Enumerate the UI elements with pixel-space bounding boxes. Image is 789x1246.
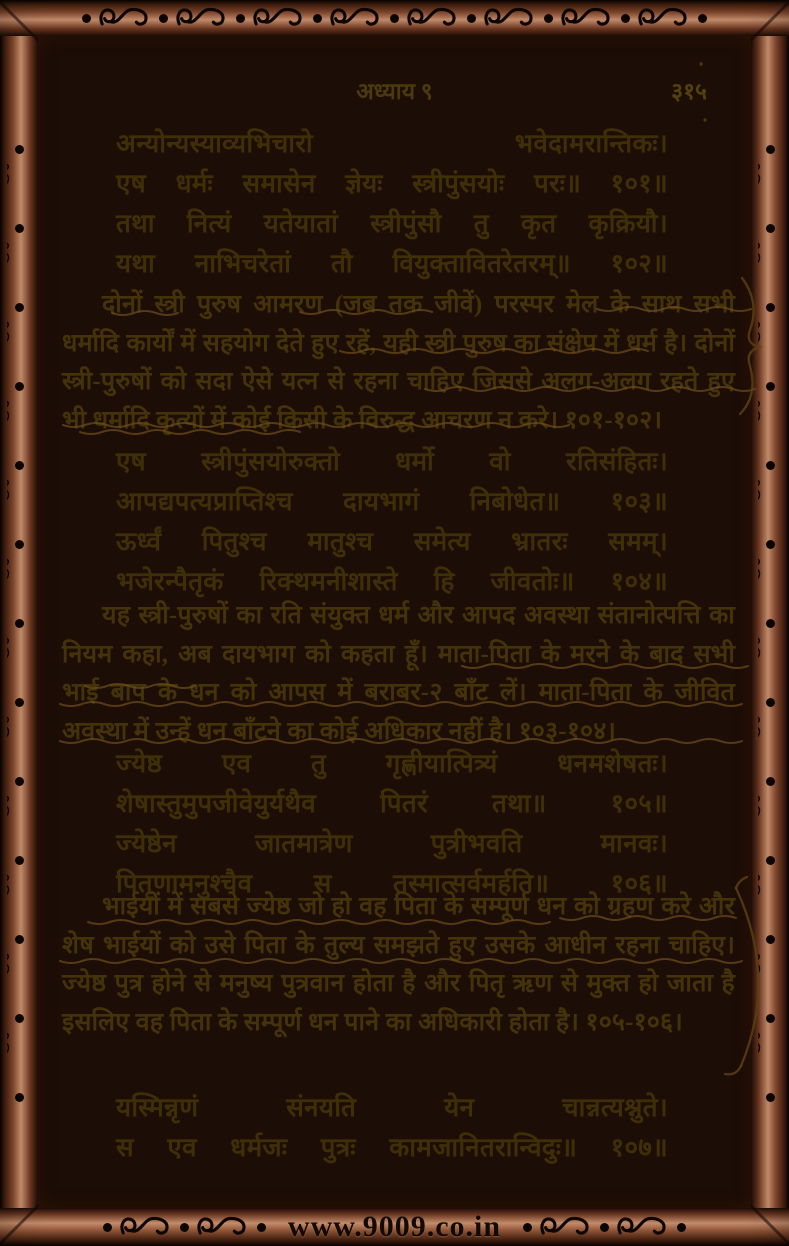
border-scroll-ornament-icon <box>637 6 691 30</box>
ornament-dot-icon <box>766 1014 775 1023</box>
border-scroll-ornament-icon <box>7 794 31 848</box>
verse-line: ऊर्ध्वं पितुश्च मातुश्च समेत्य भ्रातरः समम्। <box>116 527 668 556</box>
ornament-dot-icon <box>766 303 775 312</box>
ornament-dot-icon <box>15 1093 24 1102</box>
border-scroll-ornament-icon <box>196 1215 250 1239</box>
verse-line: अन्योन्यस्याव्यभिचारो भवेदामरान्तिकः। <box>116 129 668 158</box>
ornament-dot-icon <box>467 14 476 23</box>
commentary-paragraph-103-104: यह स्त्री-पुरुषों का रति संयुक्त धर्म और आपद अवस्था संतानोत्पत्ति का नियम कहा, अब दायभाग को कहता हूँ। माता-पिता के मरने के बाद सभी भाई बाप के धन को आपस में बराबर-२ बाँट लें। माता-पिता के जीवित अवस्था में उन्हें धन बाँटने का कोई अधिकार नहीं है। १०३-१०४। <box>62 602 735 745</box>
border-scroll-ornament-icon <box>7 320 31 374</box>
ornament-dot-icon <box>180 1223 189 1232</box>
border-scroll-ornament-icon <box>7 478 31 532</box>
border-scroll-ornament-icon <box>119 1215 173 1239</box>
border-scroll-ornament-icon <box>758 241 782 295</box>
border-scroll-ornament-icon <box>758 557 782 611</box>
ornament-dot-icon <box>600 1223 609 1232</box>
verse-block-103-104 <box>116 442 668 602</box>
page-surface <box>38 36 751 1208</box>
chapter-heading: अध्याय ९ <box>356 79 433 104</box>
border-scroll-ornament-icon <box>758 636 782 690</box>
ornament-dot-icon <box>15 619 24 628</box>
ornament-dot-icon <box>15 935 24 944</box>
border-ornament-row <box>46 0 743 36</box>
border-scroll-ornament-icon <box>7 399 31 453</box>
ornament-dot-icon <box>766 540 775 549</box>
verse-line: ज्येष्ठ एव तु गृह्णीयात्पित्र्यं धनमशेषतः। <box>116 749 668 778</box>
border-scroll-ornament-icon <box>758 873 782 927</box>
border-scroll-ornament-icon <box>7 952 31 1006</box>
ornament-dot-icon <box>15 856 24 865</box>
page-number: ३१५ <box>671 79 707 104</box>
border-scroll-ornament-icon <box>758 952 782 1006</box>
ornament-dot-icon <box>15 1014 24 1023</box>
verse-line: शेषास्तुमुपजीवेयुर्यथैव पितरं तथा॥ १०५॥ <box>116 789 668 818</box>
border-scroll-ornament-icon <box>7 715 31 769</box>
border-scroll-ornament-icon <box>539 1215 593 1239</box>
border-scroll-ornament-icon <box>406 6 460 30</box>
border-scroll-ornament-icon <box>98 6 152 30</box>
ornament-dot-icon <box>766 382 775 391</box>
frame-border-right <box>751 0 789 1246</box>
ornament-dot-icon <box>766 224 775 233</box>
ornament-dot-icon <box>15 382 24 391</box>
ornament-dot-icon <box>766 145 775 154</box>
ornament-dot-icon <box>766 856 775 865</box>
ornament-dot-icon <box>15 461 24 470</box>
verse-line: एष स्त्रीपुंसयोरुक्तो धर्मो वो रतिसंहितः। <box>116 447 668 476</box>
ornament-dot-icon <box>159 14 168 23</box>
border-scroll-ornament-icon <box>758 478 782 532</box>
ornament-dot-icon <box>257 1223 266 1232</box>
border-scroll-ornament-icon <box>758 399 782 453</box>
border-scroll-ornament-icon <box>758 162 782 216</box>
verse-line: तथा नित्यं यतेयातां स्त्रीपुंसौ तु कृत कृक्रियौ। <box>116 209 668 238</box>
border-scroll-ornament-icon <box>7 557 31 611</box>
verse-line: यस्मिन्नृणं संनयति येन चान्नत्यश्नुते। <box>116 1093 668 1122</box>
ornament-dot-icon <box>621 14 630 23</box>
ornament-dot-icon <box>15 145 24 154</box>
ornament-dot-icon <box>766 935 775 944</box>
ornament-dot-icon <box>766 698 775 707</box>
border-scroll-ornament-icon <box>329 6 383 30</box>
commentary-paragraph-105-106: भाईयों में सबसे ज्येष्ठ जो हो वह पिता के सम्पूर्ण धन को ग्रहण करे और शेष भाईयों को उसे पिता के तुल्य समझते हुए उसके आधीन रहना चाहिए। ज्येष्ठ पुत्र होने से मनुष्य पुत्रवान होता है और पितृ ऋण से मुक्त हो जाता है इसलिए वह पिता के सम्पूर्ण धन पाने का अधिकारी होता है। १०५-१०६। <box>62 893 735 1036</box>
border-scroll-ornament-icon <box>7 636 31 690</box>
border-scroll-ornament-icon <box>616 1215 670 1239</box>
verse-line: पितृणामनुश्चैव स तस्मात्सर्वमर्हति॥ १०६॥ <box>116 869 668 898</box>
ornament-dot-icon <box>766 1093 775 1102</box>
border-scroll-ornament-icon <box>758 715 782 769</box>
verse-line: ज्येष्ठेन जातमात्रेण पुत्रीभवति मानवः। <box>116 829 668 858</box>
border-scroll-ornament-icon <box>7 162 31 216</box>
border-scroll-ornament-icon <box>560 6 614 30</box>
border-ornament-column <box>751 44 789 1202</box>
ornament-dot-icon <box>82 14 91 23</box>
verse-block-105-106 <box>116 744 668 904</box>
border-ornament-column <box>0 44 38 1202</box>
ornament-dot-icon <box>15 303 24 312</box>
border-scroll-ornament-icon <box>758 1031 782 1085</box>
border-scroll-ornament-icon <box>7 873 31 927</box>
ornament-dot-icon <box>523 1223 532 1232</box>
footer-watermark-url: www.9009.co.in <box>287 1210 502 1243</box>
page-header <box>38 74 751 104</box>
verse-line: एष धर्मः समासेन ज्ञेयः स्त्रीपुंसयोः परः॥ १०१॥ <box>116 169 668 198</box>
commentary-paragraph-101-102: दोनों स्त्री पुरुष आमरण (जब तक जीवें) परस्पर मेल के साथ सभी धर्मादि कार्यों में सहयोग देते हुए रहें, यही स्त्री पुरुष का संक्षेप में धर्म है। दोनों स्त्री-पुरुषों को सदा ऐसे यत्न से रहना चाहिए जिससे अलग-अलग रहते हुए भी धर्मादि कृत्यों में कोई किसी के विरुद्ध आचरण न करे। १०१-१०२। <box>62 291 735 434</box>
frame-border-left <box>0 0 38 1246</box>
ornament-dot-icon <box>236 14 245 23</box>
ornament-dot-icon <box>766 777 775 786</box>
border-scroll-ornament-icon <box>7 1031 31 1085</box>
frame-border-top <box>0 0 789 36</box>
verse-line: यथा नाभिचरेतां तौ वियुक्तावितरेतरम्॥ १०२॥ <box>116 249 668 278</box>
border-ornament-group <box>103 1215 266 1239</box>
border-scroll-ornament-icon <box>252 6 306 30</box>
ornament-dot-icon <box>677 1223 686 1232</box>
border-scroll-ornament-icon <box>7 241 31 295</box>
verse-block-107 <box>116 1088 668 1168</box>
verse-block-101-102 <box>116 124 668 284</box>
border-ornament-group <box>523 1215 686 1239</box>
frame-border-bottom <box>0 1208 789 1246</box>
verse-line: आपद्यपत्यप्राप्तिश्च दायभागं निबोधेत॥ १०३॥ <box>116 487 668 516</box>
border-scroll-ornament-icon <box>758 794 782 848</box>
border-scroll-ornament-icon <box>175 6 229 30</box>
ornament-dot-icon <box>766 619 775 628</box>
ornament-dot-icon <box>766 461 775 470</box>
ornament-dot-icon <box>15 224 24 233</box>
border-scroll-ornament-icon <box>758 320 782 374</box>
ornament-dot-icon <box>15 540 24 549</box>
verse-line: भजेरन्पैतृकं रिक्थमनीशास्ते हि जीवतोः॥ १०४॥ <box>116 567 668 596</box>
border-scroll-ornament-icon <box>483 6 537 30</box>
verse-line: स एव धर्मजः पुत्रः कामजानितरान्विदुः॥ १०७॥ <box>116 1133 668 1162</box>
ornament-dot-icon <box>15 777 24 786</box>
ornament-dot-icon <box>103 1223 112 1232</box>
ornament-dot-icon <box>544 14 553 23</box>
ornament-dot-icon <box>313 14 322 23</box>
ornament-dot-icon <box>698 14 707 23</box>
ornament-dot-icon <box>390 14 399 23</box>
ornament-dot-icon <box>15 698 24 707</box>
